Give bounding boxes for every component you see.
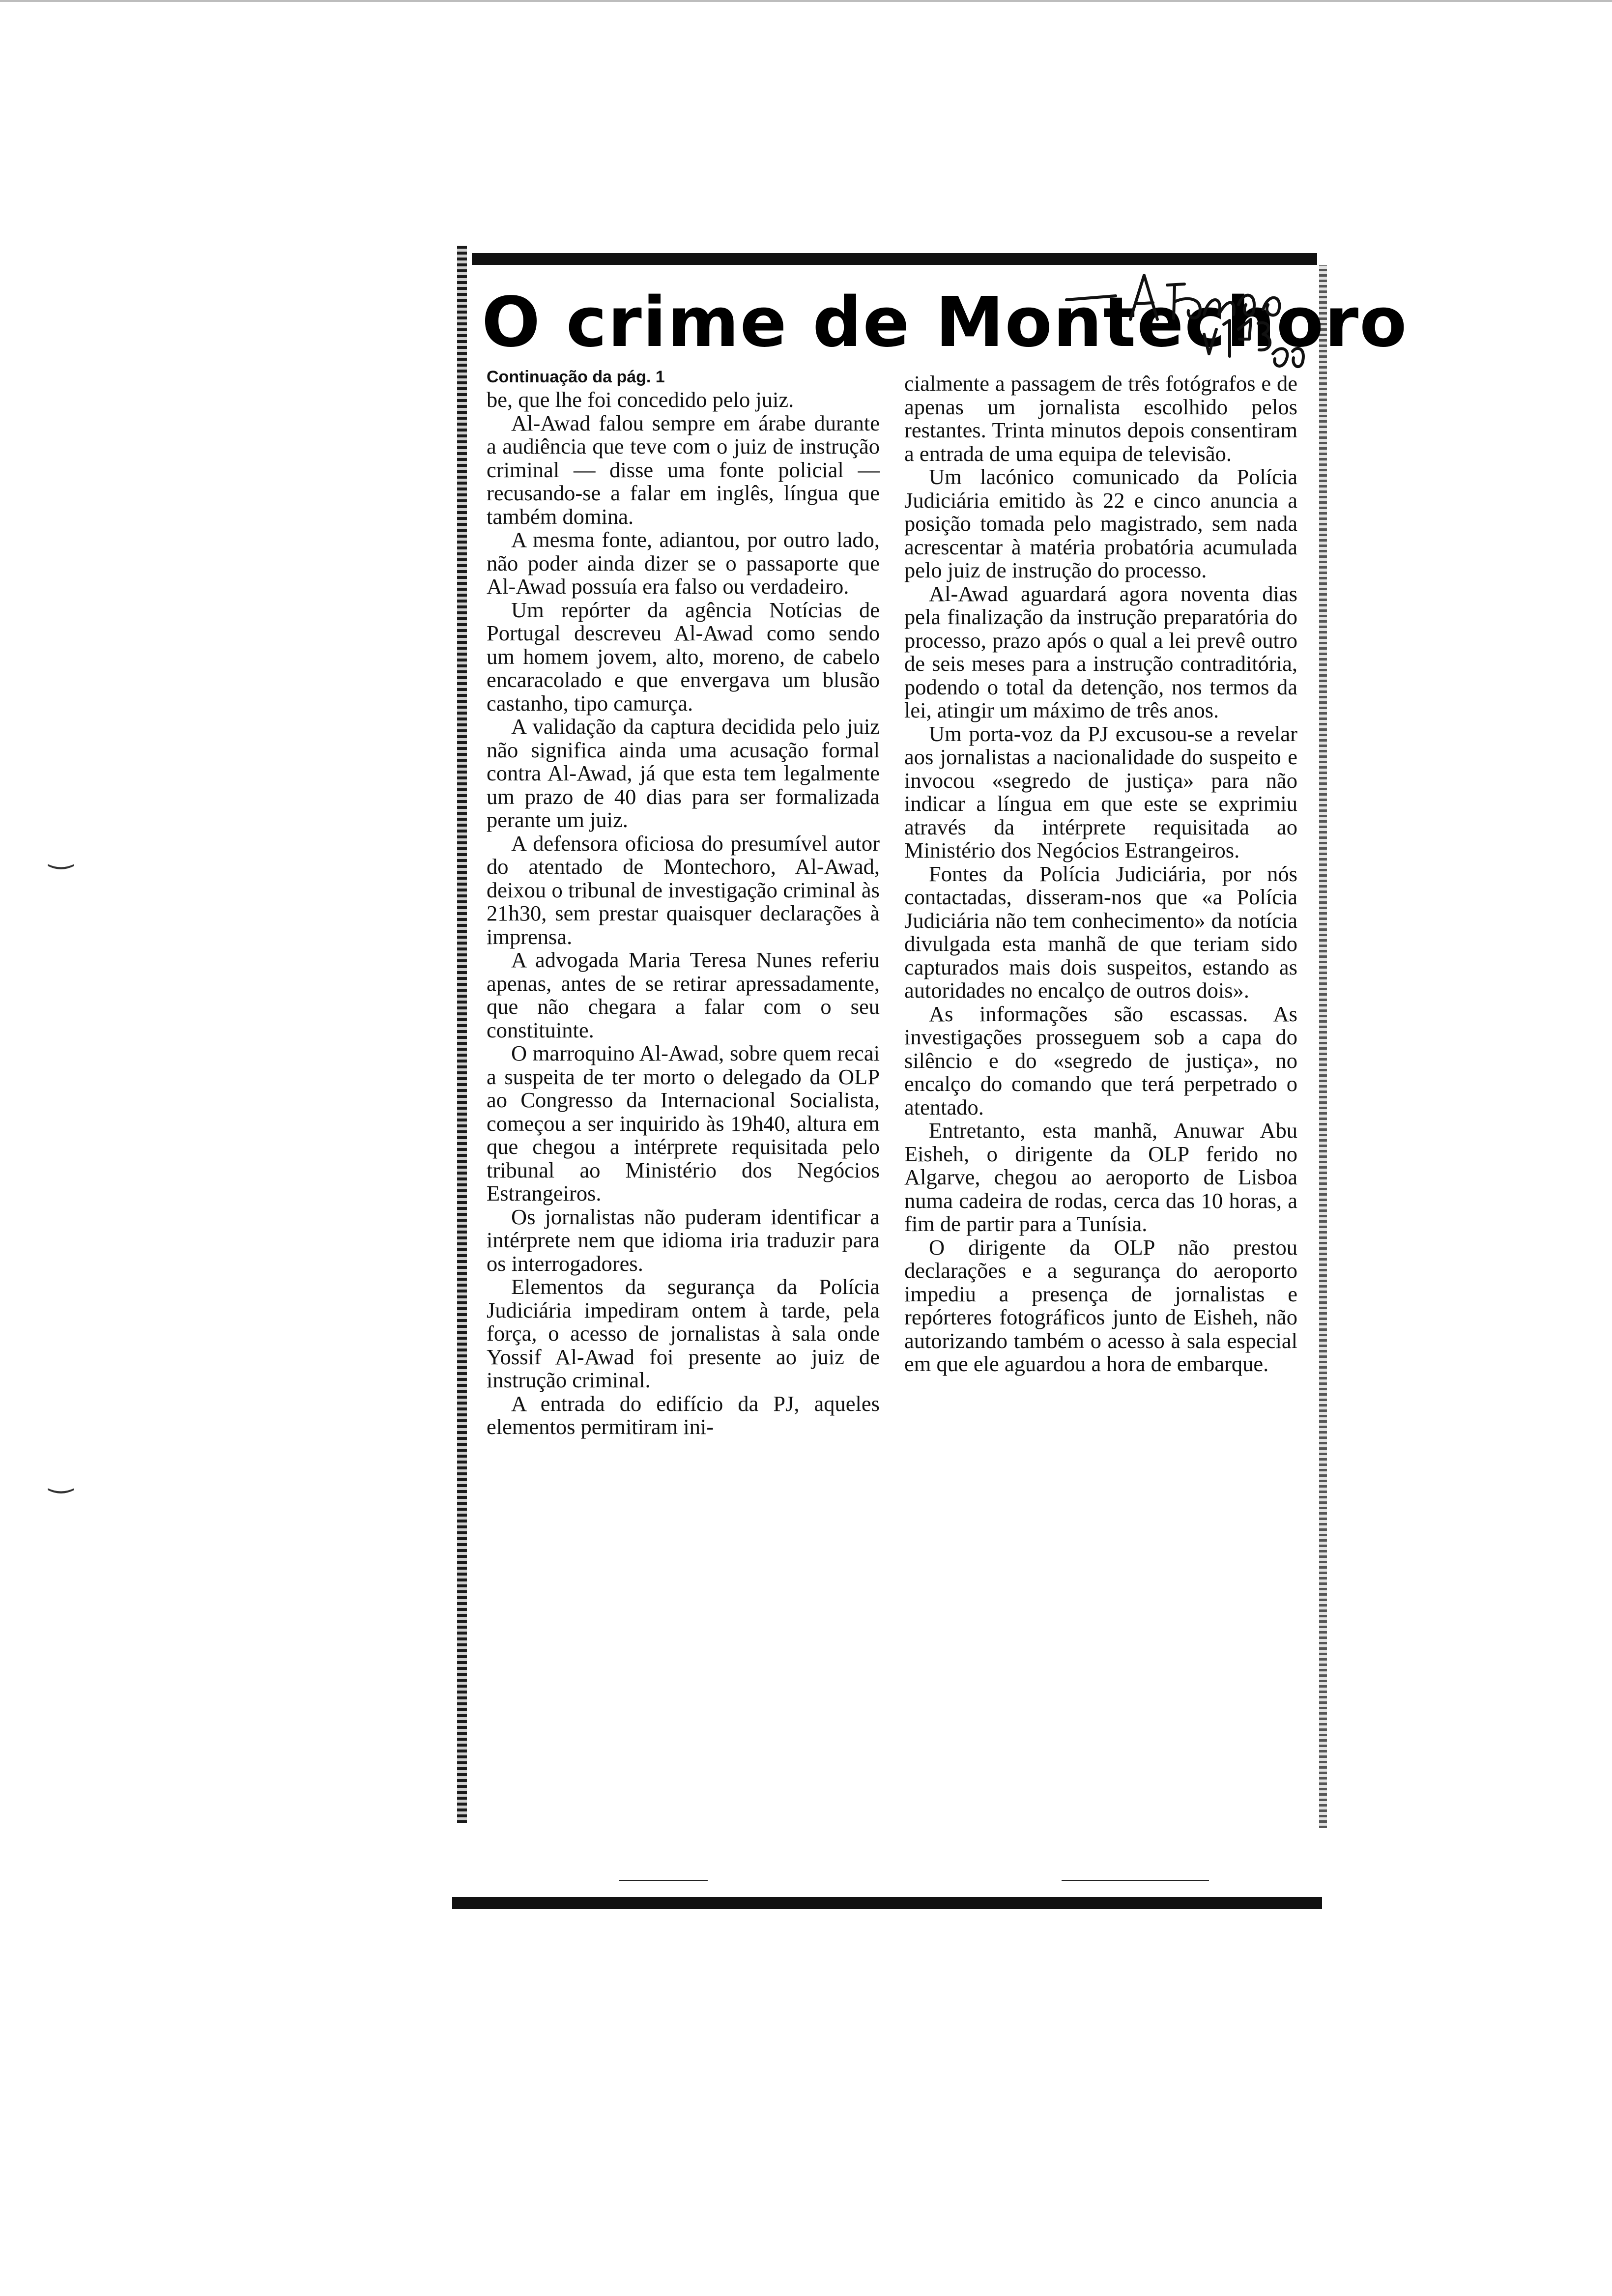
article-paragraph: A advogada Maria Teresa Nunes referiu apenas, antes de se retirar apressadamente, que não chegara a falar com o seu constituinte. xyxy=(487,947,880,1042)
article-paragraph: As informações são escassas. As investigações prosseguem sob a capa do silêncio e do «segredo de justiça», no encalço do comando que terá perpetrado o atentado. xyxy=(904,1001,1297,1119)
article-paragraph: O dirigente da OLP não prestou declarações e a segurança do aeroporto impediu a presença de jornalistas e repórteres fotográficos junto de Eisheh, não autorizando também o acesso à sala especial em que ele aguardou a hora de embarque. xyxy=(904,1234,1297,1376)
scan-mark: ‿ xyxy=(49,835,73,870)
end-rule xyxy=(1062,1880,1209,1881)
article-paragraph: A validação da captura decidida pelo juiz não significa ainda uma acusação formal contra Al-Awad, já que esta tem legalmente um prazo de 40 dias para ser formalizada perante um juiz. xyxy=(487,714,880,832)
headline: O crime de Montechoro xyxy=(482,283,1408,363)
scan-mark: ‿ xyxy=(49,1460,73,1494)
article-column-right xyxy=(904,372,1297,1376)
article-paragraph: Um repórter da agência Notícias de Portugal descreveu Al-Awad como sendo um homem jovem, alto, moreno, de cabelo encaracolado e que envergava um blusão castanho, tipo camurça. xyxy=(487,597,880,716)
article-paragraph: A defensora oficiosa do presumível autor do atentado de Montechoro, Al-Awad, deixou o tribunal de investigação criminal às 21h30, sem prestar quaisquer declarações à imprensa. xyxy=(487,831,880,949)
article-paragraph: Os jornalistas não puderam identificar a intérprete nem que idioma iria traduzir para os interrogadores. xyxy=(487,1204,880,1276)
newspaper-clipping xyxy=(457,246,1408,1907)
article-paragraph: be, que lhe foi concedido pelo juiz. xyxy=(487,387,794,412)
end-rule xyxy=(619,1880,708,1881)
article-paragraph: O marroquino Al-Awad, sobre quem recai a suspeita de ter morto o delegado da OLP ao Congresso da Internacional Socialista, começou a ser inquirido às 19h40, altura em que chegou a intérprete requisitada pelo tribunal ao Ministério dos Negócios Estrangeiros. xyxy=(487,1041,880,1205)
article-paragraph: Entretanto, esta manhã, Anuwar Abu Eisheh, o dirigente da OLP ferido no Algarve, chegou ao aeroporto de Lisboa numa cadeira de rodas, cerca das 10 horas, a fim de partir para a Tunísia. xyxy=(904,1118,1297,1236)
article-paragraph: Al-Awad aguardará agora noventa dias pela finalização da instrução preparatória do processo, prazo após o qual a lei prevê outro de seis meses para a instrução contraditória, podendo o total da detenção, nos termos da lei, atingir um máximo de três anos. xyxy=(904,581,1297,722)
clipping-right-edge xyxy=(1319,265,1327,1828)
article-paragraph: Fontes da Polícia Judiciária, por nós contactadas, disseram-nos que «a Polícia Judiciária não tem conhecimento» da notícia divulgada esta manhã de que teriam sido capturados mais dois suspeitos, estando as autoridades no encalço de outros dois». xyxy=(904,861,1297,1003)
top-rule xyxy=(472,253,1317,265)
article-column-left xyxy=(487,388,880,1439)
bottom-rule xyxy=(452,1897,1322,1909)
clipping-left-edge xyxy=(457,246,467,1823)
handwritten-annotation xyxy=(1057,265,1312,373)
article-paragraph: A mesma fonte, adiantou, por outro lado, não poder ainda dizer se o passaporte que Al-Awad possuía era falso ou verdadeiro. xyxy=(487,527,880,599)
article-paragraph: A entrada do edifício da PJ, aqueles elementos permitiram ini- xyxy=(487,1391,880,1439)
article-paragraph: Al-Awad falou sempre em árabe durante a audiência que teve com o juiz de instrução criminal — disse uma fonte policial — recusando-se a falar em inglês, língua que também domina. xyxy=(487,410,880,529)
continuation-note: Continuação da pág. 1 xyxy=(487,368,665,386)
article-paragraph: Um lacónico comunicado da Polícia Judiciária emitido às 22 e cinco anuncia a posição tomada pelo magistrado, sem nada acrescentar à matéria probatória acumulada pelo juiz de instrução do processo. xyxy=(904,464,1297,582)
scan-edge-line xyxy=(0,0,1612,2)
article-paragraph: Um porta-voz da PJ excusou-se a revelar aos jornalistas a nacionalidade do suspeito e invocou «segredo de justiça» para não indicar a língua em que este se exprimiu através da intérprete requisitada ao Ministério dos Negócios Estrangeiros. xyxy=(904,721,1297,862)
article-paragraph: Elementos da segurança da Polícia Judiciária impediram ontem à tarde, pela força, o acesso de jornalistas à sala onde Yossif Al-Awad foi presente ao juiz de instrução criminal. xyxy=(487,1274,880,1392)
article-paragraph: cialmente a passagem de três fotógrafos e de apenas um jornalista escolhido pelos restantes. Trinta minutos depois consentiram a entrada de uma equipa de televisão. xyxy=(904,371,1297,466)
